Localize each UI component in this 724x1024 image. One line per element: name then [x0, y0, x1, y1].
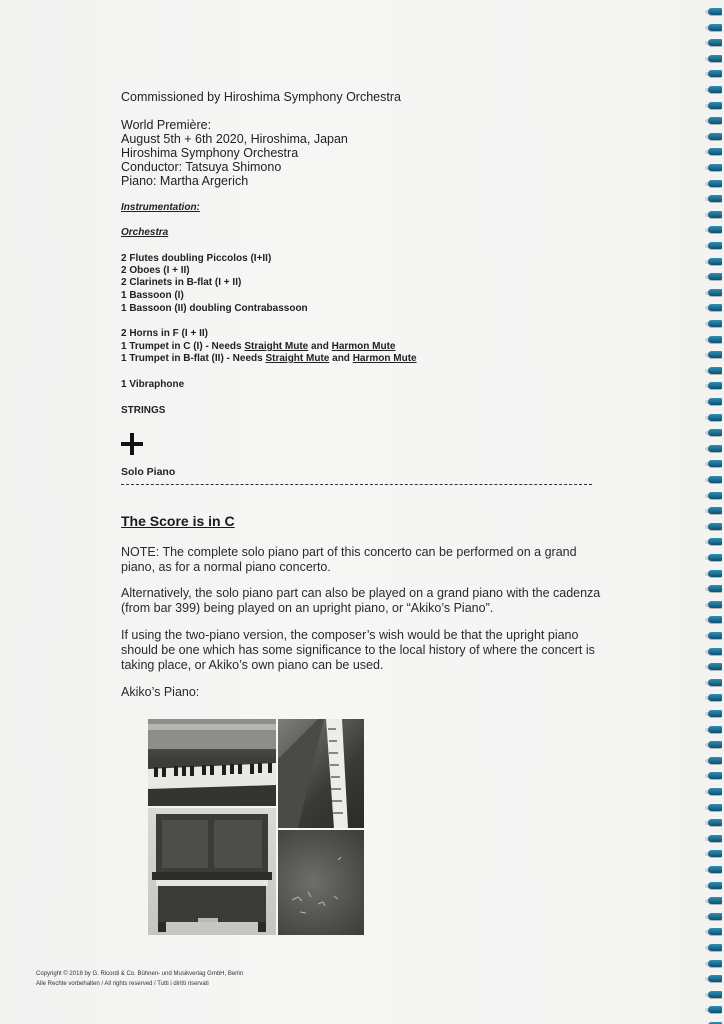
binding-coil	[708, 242, 722, 249]
binding-coil	[708, 8, 722, 15]
binding-coil	[708, 741, 722, 748]
binding-coil	[708, 554, 722, 561]
instrument-line: 1 Bassoon (I)	[121, 290, 184, 301]
piano-side-photo	[278, 719, 364, 828]
plus-icon	[121, 433, 143, 455]
binding-coil	[708, 835, 722, 842]
binding-coil	[708, 648, 722, 655]
binding-coil	[708, 226, 722, 233]
binding-coil	[708, 273, 722, 280]
binding-coil	[708, 928, 722, 935]
binding-coil	[708, 195, 722, 202]
binding-coil	[708, 133, 722, 140]
binding-coil	[708, 944, 722, 951]
binding-coil	[708, 960, 722, 967]
binding-coil	[708, 460, 722, 467]
piano-keyboard-photo	[148, 719, 276, 806]
spiral-binding	[702, 0, 724, 1024]
trumpet-prefix: 1 Trumpet in C (I) - Needs	[121, 341, 245, 352]
binding-coil	[708, 897, 722, 904]
instrument-line: 2 Horns in F (I + II)	[121, 328, 208, 339]
instrumentation-heading: Instrumentation:	[121, 202, 200, 213]
binding-coil	[708, 304, 722, 311]
binding-coil	[708, 523, 722, 530]
rights-text: Alle Rechte vorbehalten / All rights reserved / Tutti i diritti riservati	[36, 981, 209, 987]
binding-coil	[708, 164, 722, 171]
instrument-line: 1 Vibraphone	[121, 379, 185, 390]
binding-coil	[708, 991, 722, 998]
binding-coil	[708, 55, 722, 62]
binding-coil	[708, 819, 722, 826]
binding-coil	[708, 1006, 722, 1013]
binding-coil	[708, 180, 722, 187]
mute-label: Straight Mute	[265, 353, 330, 364]
binding-coil	[708, 492, 722, 499]
binding-coil	[708, 39, 722, 46]
binding-coil	[708, 382, 722, 389]
instrument-line	[121, 353, 417, 365]
alternative-paragraph: Alternatively, the solo piano part can also be played on a grand piano with the cadenza (from bar 399) being played on an upright piano, or “Akiko’s Piano”.	[121, 586, 601, 615]
binding-coil	[708, 258, 722, 265]
binding-coil	[708, 679, 722, 686]
binding-coil	[708, 570, 722, 577]
mute-label: Straight Mute	[244, 341, 309, 352]
binding-coil	[708, 882, 722, 889]
binding-coil	[708, 148, 722, 155]
akikos-piano-caption: Akiko’s Piano:	[121, 685, 200, 699]
binding-coil	[708, 211, 722, 218]
binding-coil	[708, 866, 722, 873]
premiere-line: Hiroshima Symphony Orchestra	[121, 146, 299, 160]
binding-coil	[708, 726, 722, 733]
commission-text: Commissioned by Hiroshima Symphony Orchestra	[121, 90, 401, 104]
binding-coil	[708, 804, 722, 811]
wood-texture-photo	[278, 830, 364, 935]
instrument-line: 1 Bassoon (II) doubling Contrabassoon	[121, 303, 308, 314]
binding-coil	[708, 86, 722, 93]
binding-coil	[708, 507, 722, 514]
solo-piano-label: Solo Piano	[121, 466, 176, 478]
conjunction: and	[308, 341, 332, 352]
binding-coil	[708, 351, 722, 358]
binding-coil	[708, 788, 722, 795]
binding-coil	[708, 601, 722, 608]
binding-coil	[708, 117, 722, 124]
divider	[121, 484, 592, 485]
binding-coil	[708, 772, 722, 779]
premiere-heading: World Première:	[121, 118, 212, 132]
binding-coil	[708, 913, 722, 920]
binding-coil	[708, 710, 722, 717]
instrument-line	[121, 341, 396, 353]
binding-coil	[708, 632, 722, 639]
binding-coil	[708, 320, 722, 327]
two-piano-paragraph: If using the two-piano version, the composer’s wish would be that the upright piano should be one which has some significance to the local history of where the concert is taking place, or Akiko’s own piano can be used.	[121, 628, 595, 672]
binding-coil	[708, 975, 722, 982]
orchestra-heading: Orchestra	[121, 227, 169, 238]
copyright-text: Copyright © 2018 by G. Ricordi & Co. Bühnen- und Musikverlag GmbH, Berlin	[36, 971, 244, 977]
conjunction: and	[329, 353, 353, 364]
instrument-line: 2 Oboes (I + II)	[121, 265, 190, 276]
instrument-line: 2 Clarinets in B-flat (I + II)	[121, 277, 242, 288]
binding-coil	[708, 538, 722, 545]
premiere-line: Conductor: Tatsuya Shimono	[121, 160, 282, 174]
binding-coil	[708, 694, 722, 701]
premiere-line: August 5th + 6th 2020, Hiroshima, Japan	[121, 132, 348, 146]
binding-coil	[708, 445, 722, 452]
binding-coil	[708, 289, 722, 296]
note-paragraph: NOTE: The complete solo piano part of this concerto can be performed on a grand piano, as for a normal piano concerto.	[121, 545, 577, 574]
binding-coil	[708, 850, 722, 857]
binding-coil	[708, 336, 722, 343]
mute-label: Harmon Mute	[331, 341, 396, 352]
binding-coil	[708, 585, 722, 592]
upright-piano-photo	[148, 808, 276, 935]
binding-coil	[708, 367, 722, 374]
binding-coil	[708, 616, 722, 623]
binding-coil	[708, 398, 722, 405]
trumpet-prefix: 1 Trumpet in B-flat (II) - Needs	[121, 353, 266, 364]
binding-coil	[708, 414, 722, 421]
binding-coil	[708, 476, 722, 483]
binding-coil	[708, 429, 722, 436]
binding-coil	[708, 663, 722, 670]
akikos-piano-photo-collage	[148, 719, 364, 935]
instrument-line: 2 Flutes doubling Piccolos (I+II)	[121, 253, 272, 264]
strings-label: STRINGS	[121, 405, 166, 416]
mute-label: Harmon Mute	[352, 353, 417, 364]
premiere-line: Piano: Martha Argerich	[121, 174, 249, 188]
score-heading: The Score is in C	[121, 513, 235, 529]
binding-coil	[708, 24, 722, 31]
binding-coil	[708, 757, 722, 764]
binding-coil	[708, 70, 722, 77]
binding-coil	[708, 102, 722, 109]
